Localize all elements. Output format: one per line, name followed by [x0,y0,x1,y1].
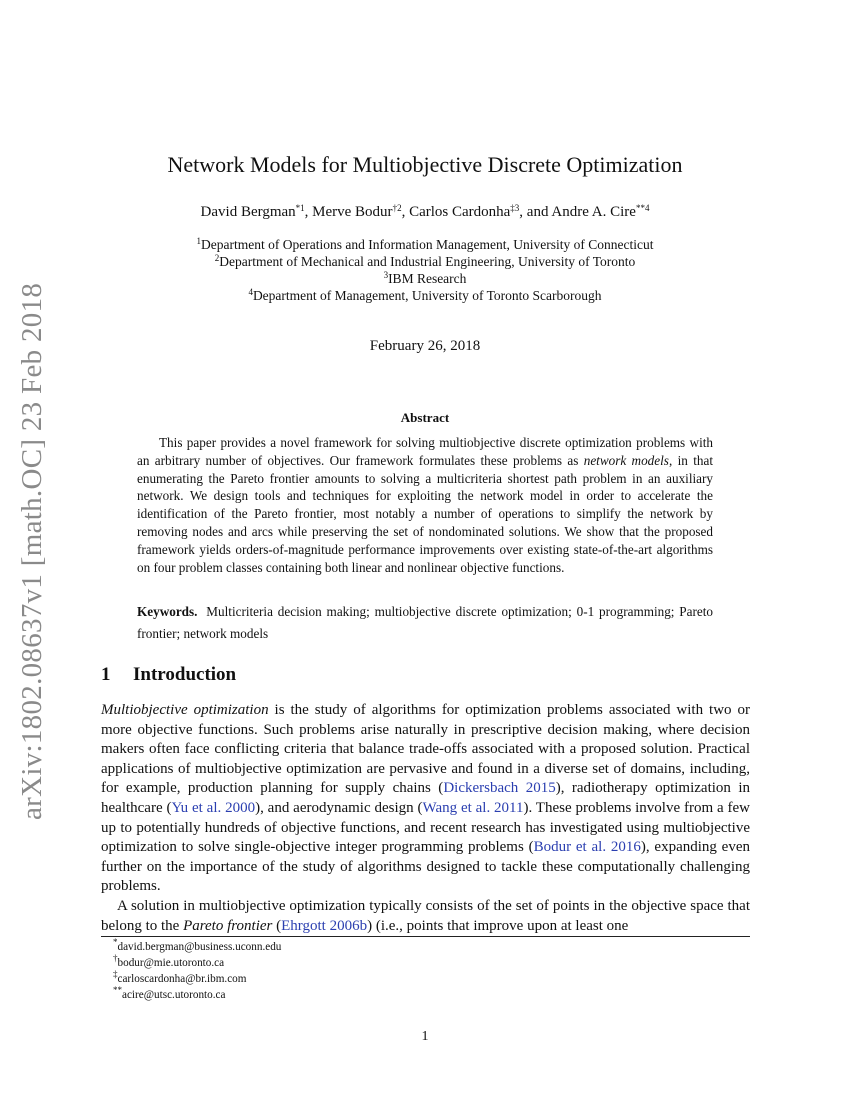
citation-link[interactable]: Ehrgott 2006b [281,917,368,934]
footnote: ‡carloscardonha@br.ibm.com [113,969,247,985]
citation-link[interactable]: Bodur et al. 2016 [533,839,641,856]
citation-link[interactable]: Dickersbach 2015 [443,780,556,797]
citation-link[interactable]: Wang et al. 2011 [422,799,524,816]
footnote-rule [101,936,750,937]
intro-paragraph-1: Multiobjective optimization is the study of algorithms for optimization problems associated with two or more objective functions. Such problems arise naturally in prescriptive decision making, where decision makers often face conflicting criteria that balance trade-offs associated with a proposed solution. Practical applications of multiobjective optimization are pervasive and found in a diverse set of domains, including, for example, production planning for supply chains (Dickersbach 2015), radiotherapy optimization in healthcare (Yu et al. 2000), and aerodynamic design (Wang et al. 2011). These problems involve from a few up to potentially hundreds of objective functions, and recent research has investigated using multiobjective optimization to solve single-objective integer programming problems (Bodur et al. 2016), expanding even further on the importance of the study of algorithms designed to tackle these computationally challenging problems. [101,702,751,895]
author-name: Carlos Cardonha [409,204,511,220]
section-heading: 1 Introduction [101,664,237,685]
author-mark: ‡3 [510,203,520,213]
affiliation: $^1$Department of Operations and Information Management, University of Connecticut [196,236,654,252]
publication-date: February 26, 2018 [369,338,481,354]
page-number: 1 [421,1029,429,1044]
keywords-text: Multicriteria decision making; multiobjective discrete optimization; 0-1 programming; Pareto frontier; network models [137,604,713,641]
author-name: Andre A. Cire [551,204,636,220]
affiliation: $^2$Department of Mechanical and Industrial Engineering, University of Toronto [214,253,636,269]
keywords-label: Keywords. [137,604,198,619]
keywords [137,601,713,645]
intro-paragraph-2: A solution in multiobjective optimization typically consists of the set of points in the objective space that belong to the Pareto frontier (Ehrgott 2006b) (i.e., points that improve upon at least one [101,898,750,934]
footnote: †bodur@mie.utoronto.ca [113,953,225,969]
citation-link[interactable]: Yu et al. 2000 [171,799,256,816]
author-name: David Bergman [200,204,296,220]
abstract-heading: Abstract [400,410,450,425]
affiliation: $^4$Department of Management, University of Toronto Scarborough [248,287,602,303]
abstract-body: This paper provides a novel framework for solving multiobjective discrete optimization problems with an arbitrary number of objectives. Our framework formulates these problems as network models, in that enumerating the Pareto frontier amounts to solving a multicriteria shortest path problem in an auxiliary network. We design tools and techniques for exploiting the network model in order to accelerate the identification of the Pareto frontier, most notably a number of operations to simplify the network by removing nodes and arcs while preserving the set of nondominated solutions. We show that the proposed framework yields orders-of-magnitude performance improvements over existing state-of-the-art algorithms on four problem classes containing both linear and nonlinear objective functions. [137,435,713,575]
footnote: **acire@utsc.utoronto.ca [113,985,226,1001]
author-mark: **4 [635,203,650,213]
author-mark: *1 [295,203,305,213]
arxiv-stamp: arXiv:1802.08637v1 [math.OC] 23 Feb 2018 [16,282,48,820]
affiliation: $^3$IBM Research [383,270,467,286]
paper-title: Network Models for Multiobjective Discrete Optimization [167,152,683,177]
author-list: David Bergman$^{*1}$, Merve Bodur$^{\dagger 2}$, Carlos Cardonha$^{\ddagger 3}$, and Andre A. Cire$^{**4}$ [200,203,650,220]
author-name: Merve Bodur [312,204,393,220]
footnote: *david.bergman@business.uconn.edu [113,937,282,953]
author-mark: †2 [392,203,402,213]
